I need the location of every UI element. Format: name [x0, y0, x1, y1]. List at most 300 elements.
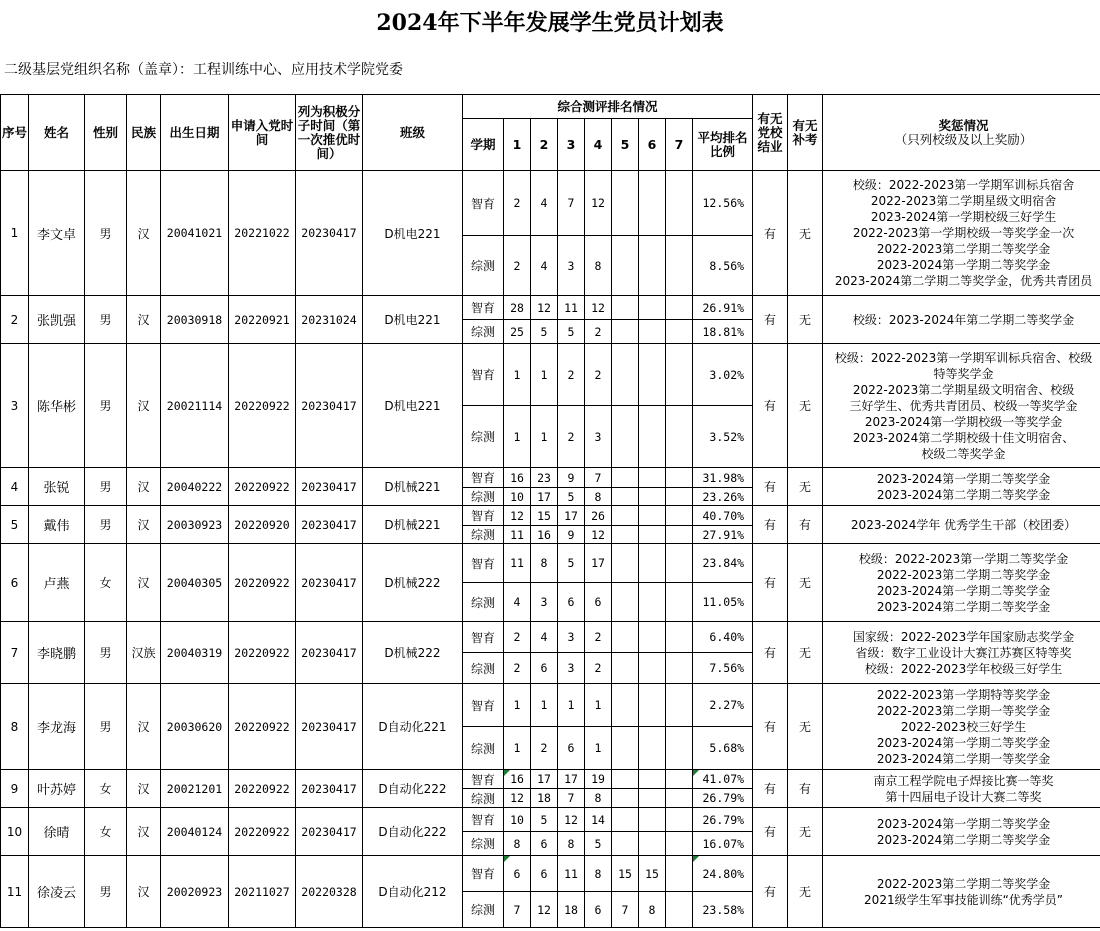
- cell-rank: 3: [585, 406, 612, 468]
- cell-rank: [639, 727, 666, 770]
- cell-rank: [639, 832, 666, 856]
- award-line: 2021级学生军事技能训练“优秀学员”: [864, 892, 1064, 907]
- cell-rank: 26: [585, 506, 612, 526]
- cell-gender: 女: [85, 544, 127, 622]
- cell-avg: 41.07%: [693, 770, 753, 789]
- table-row: [1, 808, 1100, 832]
- cell-rank: 12: [531, 892, 558, 928]
- header-gender: 性别: [85, 95, 127, 171]
- cell-rank: 9: [558, 526, 585, 544]
- cell-makeup: 无: [788, 171, 823, 296]
- cell-ethnic: 汉: [127, 506, 161, 544]
- cell-avg: 7.56%: [693, 653, 753, 684]
- award-line: 第十四届电子设计大赛二等奖: [885, 789, 1042, 804]
- cell-term: 智育: [463, 544, 504, 583]
- cell-rank: 2: [585, 320, 612, 344]
- cell-gender: 男: [85, 506, 127, 544]
- cell-rank: 2: [504, 653, 531, 684]
- cell-rank: 12: [585, 526, 612, 544]
- cell-name: 李文卓: [29, 171, 85, 296]
- cell-rank: [666, 789, 693, 808]
- cell-name: 张锐: [29, 468, 85, 506]
- cell-rank: [612, 583, 639, 622]
- cell-term: 智育: [463, 770, 504, 789]
- cell-apply: 20221022: [229, 171, 296, 296]
- header-apply: 申请入党时间: [229, 95, 296, 171]
- cell-rank: [639, 488, 666, 506]
- cell-birth: 20020923: [161, 856, 229, 928]
- cell-avg: 8.56%: [693, 236, 753, 296]
- cell-rank: 15: [639, 856, 666, 892]
- cell-rank: [666, 406, 693, 468]
- cell-name: 李龙海: [29, 684, 85, 770]
- cell-birth: 20040319: [161, 622, 229, 684]
- cell-class: D自动化212: [363, 856, 463, 928]
- page-title: 2024年下半年发展学生党员计划表: [376, 10, 724, 36]
- cell-rank: 2: [504, 236, 531, 296]
- cell-term: 智育: [463, 468, 504, 488]
- award-line: 2023-2024第一学期二等奖学金: [876, 471, 1051, 486]
- cell-rank: [639, 344, 666, 406]
- cell-rank: [612, 653, 639, 684]
- cell-rank: 3: [558, 236, 585, 296]
- cell-rank: 7: [612, 892, 639, 928]
- cell-term: 智育: [463, 684, 504, 727]
- cell-avg: 3.52%: [693, 406, 753, 468]
- cell-ethnic: 汉: [127, 770, 161, 808]
- cell-rank: 2: [585, 344, 612, 406]
- cell-term: 智育: [463, 344, 504, 406]
- award-line: 2022-2023第一学期校级一等奖学金一次: [852, 226, 1075, 240]
- cell-rank: [612, 832, 639, 856]
- cell-rank: [612, 789, 639, 808]
- cell-rank: 12: [504, 789, 531, 808]
- cell-rank: 5: [558, 488, 585, 506]
- cell-active: 20230417: [296, 684, 363, 770]
- cell-term: 智育: [463, 296, 504, 320]
- cell-term: 智育: [463, 808, 504, 832]
- award-line: 2023-2024第一学期二等奖学金: [876, 816, 1051, 831]
- cell-avg: 23.26%: [693, 488, 753, 506]
- cell-term: 智育: [463, 506, 504, 526]
- cell-gender: 男: [85, 622, 127, 684]
- cell-rank: 1: [531, 684, 558, 727]
- cell-class: D机电221: [363, 296, 463, 344]
- award-line: 2023-2024第二学期校级十佳文明宿舍、: [852, 430, 1075, 445]
- award-line: 2023-2024第一学期二等奖学金: [876, 735, 1051, 750]
- cell-name: 徐晴: [29, 808, 85, 856]
- cell-ethnic: 汉族: [127, 622, 161, 684]
- cell-rank: 11: [504, 544, 531, 583]
- cell-rank: 2: [504, 171, 531, 236]
- cell-record: 有: [753, 856, 788, 928]
- cell-rank: [639, 320, 666, 344]
- cell-rank: 5: [585, 832, 612, 856]
- cell-avg: 40.70%: [693, 506, 753, 526]
- cell-term: 综测: [463, 892, 504, 928]
- table-row: [1, 344, 1100, 406]
- cell-rank: 6: [558, 583, 585, 622]
- cell-rank: [612, 727, 639, 770]
- cell-rank: [666, 832, 693, 856]
- cell-awards: [823, 622, 1100, 684]
- cell-rank: [612, 808, 639, 832]
- cell-rank: 18: [531, 789, 558, 808]
- cell-rank: [639, 406, 666, 468]
- cell-seq: 9: [1, 770, 29, 808]
- cell-rank: [612, 296, 639, 320]
- cell-rank: 11: [558, 296, 585, 320]
- cell-term: 综测: [463, 727, 504, 770]
- cell-rank: [639, 506, 666, 526]
- cell-birth: 20040305: [161, 544, 229, 622]
- award-line: 2022-2023第二学期二等奖学金: [876, 876, 1051, 891]
- cell-rank: 15: [531, 506, 558, 526]
- header-name: 姓名: [29, 95, 85, 171]
- cell-avg: 27.91%: [693, 526, 753, 544]
- header-t3: 3: [558, 119, 585, 171]
- plan-table: [0, 94, 1100, 928]
- cell-rank: [666, 468, 693, 488]
- award-line: 2023-2024第二学期二等奖学金，优秀共青团员: [834, 274, 1093, 288]
- cell-gender: 女: [85, 808, 127, 856]
- award-line: 2022-2023第二学期一等奖学金: [876, 703, 1051, 718]
- cell-avg: 23.84%: [693, 544, 753, 583]
- cell-ethnic: 汉: [127, 856, 161, 928]
- cell-rank: 6: [558, 727, 585, 770]
- cell-class: D机械222: [363, 544, 463, 622]
- cell-rank: 6: [531, 856, 558, 892]
- cell-rank: 2: [585, 653, 612, 684]
- cell-term: 综测: [463, 832, 504, 856]
- cell-rank: 3: [531, 583, 558, 622]
- cell-rank: 5: [558, 320, 585, 344]
- cell-rank: [666, 770, 693, 789]
- header-awards: [823, 95, 1100, 171]
- cell-rank: [612, 770, 639, 789]
- cell-rank: 6: [585, 583, 612, 622]
- cell-active: 20231024: [296, 296, 363, 344]
- cell-makeup: 有: [788, 770, 823, 808]
- award-line: 2023-2024第二学期二等奖学金: [876, 487, 1051, 502]
- cell-rank: 17: [531, 488, 558, 506]
- cell-rank: 14: [585, 808, 612, 832]
- cell-rank: 12: [558, 808, 585, 832]
- cell-rank: 5: [558, 544, 585, 583]
- award-line: 2023-2024第一学期校级三好学生: [870, 210, 1057, 224]
- header-record: 有无党校结业: [753, 95, 788, 171]
- cell-avg: 26.79%: [693, 789, 753, 808]
- org-label: 二级基层党组织名称（盖章）：工程训练中心、应用技术学院党委: [4, 62, 403, 78]
- cell-rank: [639, 296, 666, 320]
- award-line: 2023-2024第二学期二等奖学金: [876, 599, 1051, 614]
- cell-rank: 16: [504, 770, 531, 789]
- cell-rank: [612, 406, 639, 468]
- cell-name: 戴伟: [29, 506, 85, 544]
- cell-rank: 12: [585, 296, 612, 320]
- cell-active: 20230417: [296, 506, 363, 544]
- award-line: 2023-2024学年 优秀学生干部（校团委）: [850, 517, 1077, 532]
- header-awards-sub: （只列校级及以上奖励）: [894, 131, 1033, 147]
- cell-awards: [823, 506, 1100, 544]
- cell-class: D机械221: [363, 468, 463, 506]
- cell-makeup: 无: [788, 296, 823, 344]
- cell-rank: 7: [558, 789, 585, 808]
- cell-avg: 2.27%: [693, 684, 753, 727]
- cell-birth: 20030918: [161, 296, 229, 344]
- cell-rank: [666, 808, 693, 832]
- cell-class: D机电221: [363, 171, 463, 296]
- cell-rank: 16: [531, 526, 558, 544]
- cell-rank: 7: [558, 171, 585, 236]
- cell-makeup: 无: [788, 684, 823, 770]
- cell-rank: 12: [504, 506, 531, 526]
- table-row: [1, 684, 1100, 727]
- table-row: [1, 506, 1100, 526]
- cell-rank: [639, 583, 666, 622]
- cell-rank: [639, 789, 666, 808]
- cell-rank: 6: [531, 653, 558, 684]
- header-seq: 序号: [1, 95, 29, 171]
- cell-makeup: 无: [788, 344, 823, 468]
- cell-ethnic: 汉: [127, 296, 161, 344]
- cell-seq: 3: [1, 344, 29, 468]
- cell-avg: 31.98%: [693, 468, 753, 488]
- award-line: 南京工程学院电子焊接比赛一等奖: [873, 773, 1054, 788]
- award-line: 校级：2022-2023第一学期二等奖学金: [858, 551, 1069, 566]
- cell-rank: 17: [558, 770, 585, 789]
- cell-rank: 16: [504, 468, 531, 488]
- cell-avg: 23.58%: [693, 892, 753, 928]
- cell-apply: 20220922: [229, 622, 296, 684]
- table-row: [1, 544, 1100, 583]
- table-row: [1, 171, 1100, 236]
- cell-avg: 3.02%: [693, 344, 753, 406]
- cell-awards: [823, 344, 1100, 468]
- header-t1: 1: [504, 119, 531, 171]
- award-line: 校级：2022-2023学年校级三好学生: [864, 661, 1063, 676]
- cell-rank: 6: [531, 832, 558, 856]
- cell-awards: [823, 171, 1100, 296]
- table-row: [1, 468, 1100, 488]
- award-line: 2022-2023第二学期二等奖学金: [876, 242, 1051, 256]
- award-line: 2022-2023第二学期星级文明宿舍、校级: [852, 382, 1075, 397]
- cell-birth: 20021114: [161, 344, 229, 468]
- cell-rank: [612, 544, 639, 583]
- cell-class: D自动化221: [363, 684, 463, 770]
- cell-rank: 1: [585, 727, 612, 770]
- cell-gender: 男: [85, 344, 127, 468]
- cell-rank: [639, 770, 666, 789]
- cell-rank: 2: [558, 344, 585, 406]
- cell-apply: 20220920: [229, 506, 296, 544]
- cell-seq: 11: [1, 856, 29, 928]
- header-awards-title: 奖惩情况: [938, 117, 989, 133]
- cell-awards: [823, 468, 1100, 506]
- cell-rank: 1: [504, 684, 531, 727]
- cell-ethnic: 汉: [127, 344, 161, 468]
- cell-record: 有: [753, 296, 788, 344]
- cell-term: 综测: [463, 236, 504, 296]
- cell-active: 20220328: [296, 856, 363, 928]
- cell-rank: 4: [504, 583, 531, 622]
- cell-term: 智育: [463, 622, 504, 653]
- cell-makeup: 有: [788, 506, 823, 544]
- cell-rank: 10: [504, 808, 531, 832]
- header-t2: 2: [531, 119, 558, 171]
- cell-rank: [639, 684, 666, 727]
- award-line: 校级二等奖学金: [921, 446, 1006, 461]
- cell-rank: [666, 171, 693, 236]
- cell-record: 有: [753, 344, 788, 468]
- cell-rank: [666, 544, 693, 583]
- cell-rank: [666, 344, 693, 406]
- cell-term: 综测: [463, 320, 504, 344]
- cell-rank: 4: [531, 236, 558, 296]
- cell-avg: 26.91%: [693, 296, 753, 320]
- cell-birth: 20030620: [161, 684, 229, 770]
- cell-active: 20230417: [296, 344, 363, 468]
- cell-class: D机械222: [363, 622, 463, 684]
- cell-rank: 1: [558, 684, 585, 727]
- cell-rank: [666, 320, 693, 344]
- cell-seq: 6: [1, 544, 29, 622]
- table-row: [1, 856, 1100, 892]
- cell-active: 20230417: [296, 544, 363, 622]
- cell-rank: [612, 320, 639, 344]
- cell-record: 有: [753, 544, 788, 622]
- cell-rank: [666, 526, 693, 544]
- cell-rank: 15: [612, 856, 639, 892]
- cell-rank: 11: [504, 526, 531, 544]
- award-line: 校级：2022-2023第一学期军训标兵宿舍、校级: [834, 350, 1093, 365]
- cell-name: 徐凌云: [29, 856, 85, 928]
- cell-rank: 2: [531, 727, 558, 770]
- cell-makeup: 无: [788, 808, 823, 856]
- cell-class: D机械221: [363, 506, 463, 544]
- cell-name: 李晓鹏: [29, 622, 85, 684]
- cell-avg: 24.80%: [693, 856, 753, 892]
- award-line: 2023-2024第一学期二等奖学金: [876, 583, 1051, 598]
- cell-awards: [823, 296, 1100, 344]
- cell-rank: [612, 622, 639, 653]
- cell-name: 卢燕: [29, 544, 85, 622]
- cell-rank: [612, 526, 639, 544]
- award-line: 2022-2023第一学期特等奖学金: [876, 687, 1051, 702]
- cell-rank: 23: [531, 468, 558, 488]
- cell-gender: 女: [85, 770, 127, 808]
- cell-rank: 4: [531, 171, 558, 236]
- cell-seq: 4: [1, 468, 29, 506]
- cell-rank: 25: [504, 320, 531, 344]
- cell-rank: 2: [504, 622, 531, 653]
- cell-avg: 11.05%: [693, 583, 753, 622]
- cell-rank: 17: [585, 544, 612, 583]
- cell-rank: [666, 684, 693, 727]
- cell-awards: [823, 856, 1100, 928]
- cell-rank: 1: [531, 344, 558, 406]
- header-t7: 7: [666, 119, 693, 171]
- cell-awards: [823, 808, 1100, 856]
- cell-term: 综测: [463, 526, 504, 544]
- cell-seq: 7: [1, 622, 29, 684]
- cell-rank: 8: [585, 789, 612, 808]
- cell-name: 叶苏婷: [29, 770, 85, 808]
- cell-record: 有: [753, 171, 788, 296]
- cell-rank: 1: [531, 406, 558, 468]
- cell-rank: [639, 653, 666, 684]
- cell-active: 20230417: [296, 468, 363, 506]
- cell-avg: 26.79%: [693, 808, 753, 832]
- header-active: 列为积极分子时间（第一次推优时间）: [296, 95, 363, 171]
- cell-rank: 2: [558, 406, 585, 468]
- cell-apply: 20220922: [229, 544, 296, 622]
- cell-seq: 2: [1, 296, 29, 344]
- cell-rank: 8: [585, 236, 612, 296]
- award-line: 2023-2024第一学期二等奖学金: [876, 258, 1051, 272]
- cell-rank: [639, 808, 666, 832]
- cell-ethnic: 汉: [127, 468, 161, 506]
- cell-apply: 20220922: [229, 808, 296, 856]
- header-ethnic: 民族: [127, 95, 161, 171]
- cell-rank: 1: [504, 727, 531, 770]
- cell-name: 陈华彬: [29, 344, 85, 468]
- cell-rank: [666, 856, 693, 892]
- header-avg: 平均排名比例: [693, 119, 753, 171]
- cell-rank: [639, 468, 666, 488]
- cell-ethnic: 汉: [127, 808, 161, 856]
- award-line: 2023-2024第二学期二等奖学金: [876, 832, 1051, 847]
- award-line: 国家级：2022-2023学年国家励志奖学金: [852, 629, 1075, 644]
- cell-makeup: 无: [788, 856, 823, 928]
- cell-rank: [666, 506, 693, 526]
- cell-rank: 4: [531, 622, 558, 653]
- cell-rank: [612, 506, 639, 526]
- cell-rank: 17: [531, 770, 558, 789]
- cell-apply: 20220921: [229, 296, 296, 344]
- header-ranking: 综合测评排名情况: [463, 95, 753, 119]
- cell-rank: 7: [504, 892, 531, 928]
- cell-rank: [666, 296, 693, 320]
- cell-rank: [639, 171, 666, 236]
- cell-avg: 18.81%: [693, 320, 753, 344]
- cell-record: 有: [753, 506, 788, 544]
- cell-active: 20230417: [296, 171, 363, 296]
- cell-rank: 17: [558, 506, 585, 526]
- cell-rank: 9: [558, 468, 585, 488]
- header-class: 班级: [363, 95, 463, 171]
- award-line: 特等奖学金: [933, 366, 994, 381]
- cell-gender: 男: [85, 468, 127, 506]
- cell-class: D自动化222: [363, 770, 463, 808]
- cell-rank: 11: [558, 856, 585, 892]
- cell-rank: [666, 583, 693, 622]
- cell-term: 综测: [463, 583, 504, 622]
- cell-rank: 8: [504, 832, 531, 856]
- cell-rank: 7: [585, 468, 612, 488]
- cell-awards: [823, 684, 1100, 770]
- cell-apply: 20220922: [229, 770, 296, 808]
- cell-avg: 5.68%: [693, 727, 753, 770]
- cell-apply: 20220922: [229, 684, 296, 770]
- header-t5: 5: [612, 119, 639, 171]
- award-line: 2022-2023校三好学生: [900, 719, 1027, 734]
- cell-term: 智育: [463, 171, 504, 236]
- cell-rank: [612, 684, 639, 727]
- cell-term: 综测: [463, 406, 504, 468]
- cell-rank: [666, 727, 693, 770]
- cell-rank: 3: [558, 653, 585, 684]
